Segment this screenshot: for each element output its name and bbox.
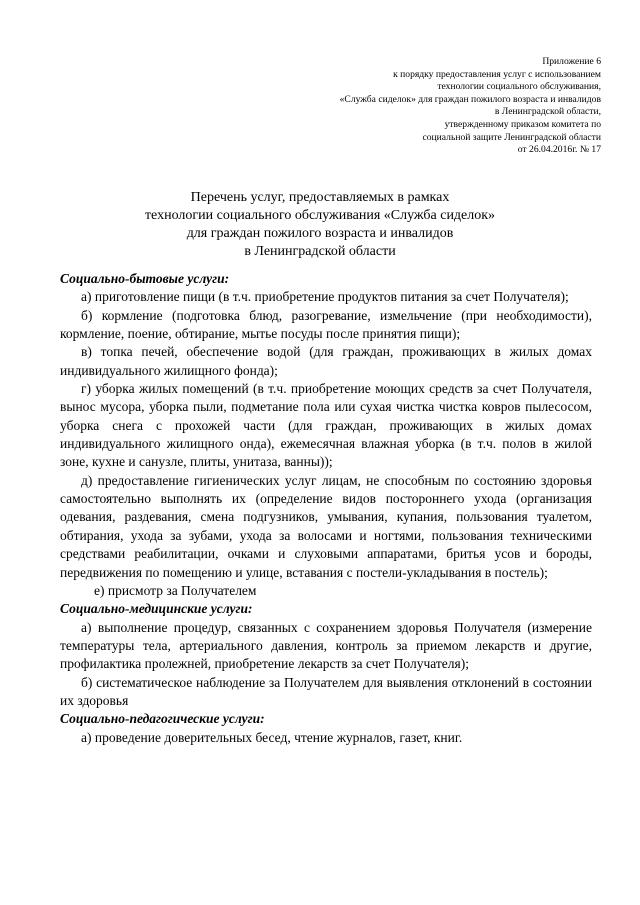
title-line: технологии социального обслуживания «Служба сиделок» bbox=[144, 208, 496, 223]
service-item: а) проведение доверительных бесед, чтение журналов, газет, книг. bbox=[81, 729, 463, 745]
section-heading-social-medical: Социально-медицинские услуги: bbox=[60, 601, 253, 617]
appendix-line: к порядку предоставления услуг с использованием bbox=[393, 68, 601, 80]
service-item: б) систематическое наблюдение за Получателем для выявления отклонений в состоянии их здоровья bbox=[60, 674, 592, 708]
title-line: для граждан пожилого возраста и инвалидов bbox=[186, 226, 454, 241]
appendix-line: «Служба сиделок» для граждан пожилого возраста и инвалидов bbox=[339, 93, 601, 105]
title-line: в Ленинградской области bbox=[244, 244, 396, 259]
section-heading-social-pedagogical: Социально-педагогические услуги: bbox=[60, 711, 265, 727]
service-item: д) предоставление гигиенических услуг лицам, не способным по состоянию здоровья самостоятельно выполнять их (определение видов постороннего ухода (организация одевания, раздевания, смена подгузников, умывания, купания, пользования туалетом, обтирания, ухода за зубами, ухода за волосами и ногтями, пользования техническими средствами реабилитации, очками и слуховыми аппаратами, бритья усов и бороды, передвижения по помещению и улице, вставания с постели-укладывания в постель); bbox=[60, 472, 592, 580]
service-item: а) выполнение процедур, связанных с сохранением здоровья Получателя (измерение температуры тела, артериального давления, контроль за приемом лекарств и другие, профилактика пролежней, приобретение лекарств за счет Получателя); bbox=[60, 619, 592, 672]
section-heading-social-household: Социально-бытовые услуги: bbox=[60, 271, 230, 286]
service-item: е) присмотр за Получателем bbox=[94, 582, 257, 598]
document-title bbox=[60, 189, 580, 261]
service-item: г) уборка жилых помещений (в т.ч. приобретение моющих средств за счет Получателя, вынос мусора, уборка пыли, подметание пола или сухая чистка чистка ковров пылесосом, уборка снега с прохожей части (для граждан, проживающих в жилых домах индивидуального жилищного онда), ежемесячная влажная уборка (в т.ч. полов в жилой зоне, кухне и санузле, плиты, унитаза, ванны)); bbox=[60, 381, 592, 470]
title-line: Перечень услуг, предоставляемых в рамках bbox=[190, 190, 450, 205]
appendix-line: технологии социального обслуживания, bbox=[437, 81, 601, 93]
appendix-line: утвержденному приказом комитета по bbox=[444, 118, 601, 130]
appendix-line: Приложение 6 bbox=[542, 56, 601, 67]
service-item: б) кормление (подготовка блюд, разогревание, измельчение (при необходимости), кормление, поение, обтирание, мытье посуды после принятия пищи); bbox=[60, 307, 592, 342]
appendix-header bbox=[271, 56, 601, 157]
services-list bbox=[60, 270, 592, 747]
service-item: а) приготовление пищи (в т.ч. приобретение продуктов питания за счет Получателя); bbox=[81, 289, 569, 305]
appendix-line: от 26.04.2016г. № 17 bbox=[517, 144, 601, 156]
appendix-line: в Ленинградской области, bbox=[494, 106, 601, 118]
appendix-line: социальной защите Ленинградской области bbox=[422, 131, 601, 143]
service-item: в) топка печей, обеспечение водой (для граждан, проживающих в жилых домах индивидуального жилищного фонда); bbox=[60, 344, 592, 378]
